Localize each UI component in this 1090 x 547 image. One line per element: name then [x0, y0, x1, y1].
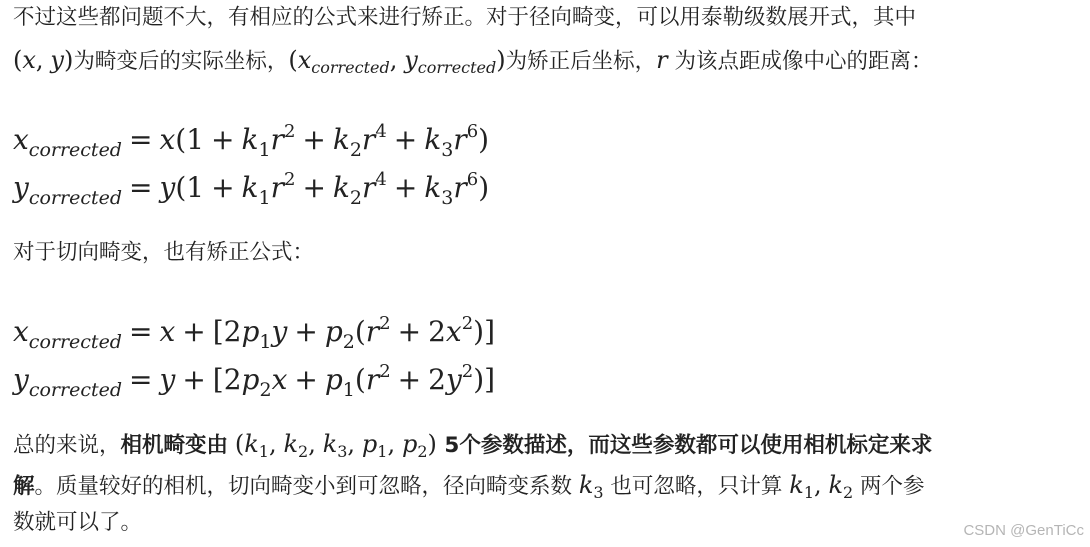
- paragraph-3-line-1: 总的来说，相机畸变由 ($k_1$, $k_2$, $k_3$, $p_1$, $p_2$) 5个参数描述，而这些参数都可以使用相机标定来求: [13, 430, 933, 461]
- tangential-equation-x: $x_{corrected} = x + [2p_1y + p_2(r^2 + 2x^2)]$: [13, 313, 496, 353]
- distance-text: 为该点距成像中心的距离：: [674, 49, 933, 74]
- tangential-equation-y: $y_{corrected} = y + [2p_2x + p_1(r^2 + 2y^2)]$: [13, 361, 496, 401]
- radial-equation-y: $y_{corrected} = y(1 + k_1r^2 + k_2r^4 + k_3r^6)$: [13, 169, 490, 209]
- paragraph-2: [13, 238, 314, 268]
- paragraph-1-line-2: (x, y)为畸变后的实际坐标，($x_{corrected}$, $y_{corrected}$)为矫正后坐标，r 为该点距成像中心的距离：: [13, 46, 933, 77]
- paragraph-3-line-3: 数就可以了。: [13, 510, 143, 535]
- summary-bold-1: 相机畸变由: [120, 433, 229, 458]
- radial-equation-x: $x_{corrected} = x(1 + k_1r^2 + k_2r^4 + k_3r^6)$: [13, 121, 490, 161]
- corrected-coords-text: 为矫正后坐标，: [505, 49, 657, 74]
- intro-text: 不过这些都问题不大，有相应的公式来进行矫正。对于径向畸变，可以用泰勒级数展开式，其中: [13, 5, 917, 30]
- summary-bold-2: 5个参数描述，而这些参数都可以使用相机标定来求: [436, 433, 933, 458]
- csdn-watermark: CSDN @GenTiCc: [963, 522, 1084, 539]
- paragraph-1-line-1: [13, 3, 916, 33]
- summary-lead: 总的来说，: [13, 433, 121, 458]
- tangential-intro-text: 对于切向畸变，也有矫正公式：: [13, 240, 315, 265]
- paragraph-3-line-2: 解。质量较好的相机，切向畸变小到可忽略，径向畸变系数 $k_3$ 也可忽略，只计算 $k_1$, $k_2$ 两个参: [13, 471, 925, 502]
- summary-bold-3: 解: [13, 474, 35, 499]
- distorted-coords-text: 为畸变后的实际坐标，: [73, 49, 289, 74]
